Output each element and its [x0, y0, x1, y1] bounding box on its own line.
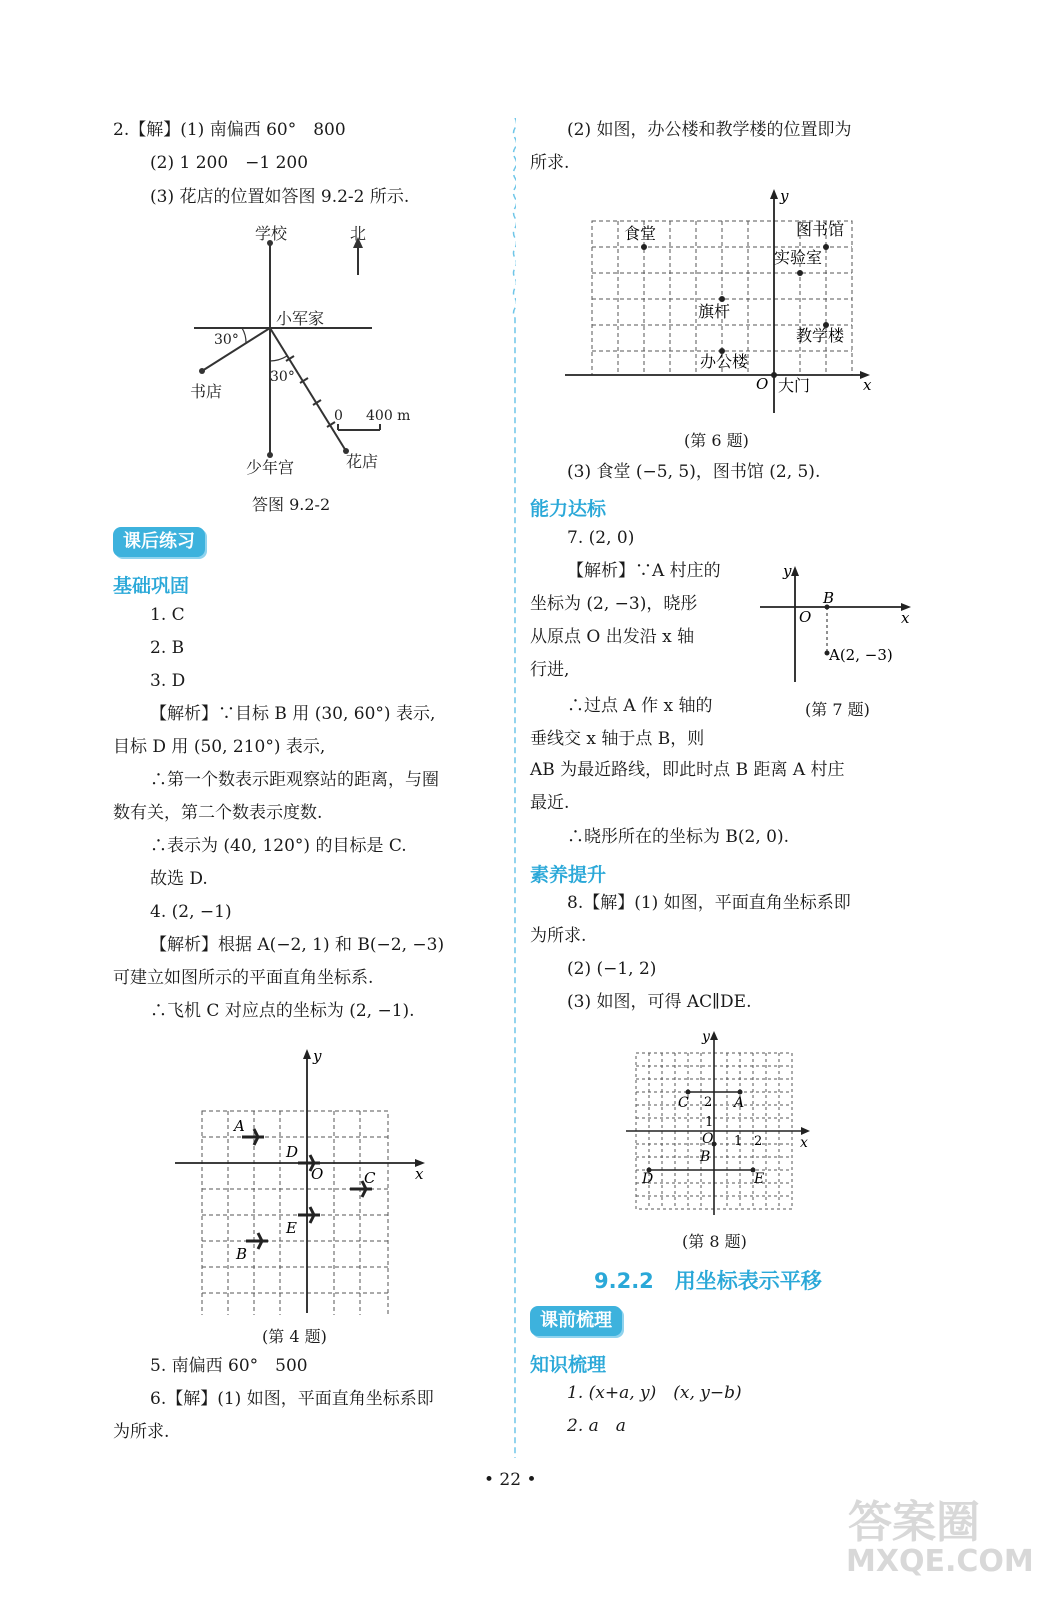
watermark-url: MXQE.COM: [846, 1544, 1034, 1579]
section-literacy: 素养提升: [530, 864, 607, 886]
answer-4: 4. (2, −1): [150, 902, 232, 922]
fig6-gate: 大门: [778, 376, 811, 395]
answer-8-line2: 为所求.: [530, 926, 587, 946]
caption-fig6: (第 6 题): [684, 431, 749, 450]
analysis-7-line1: 【解析】∵A 村庄的: [567, 561, 721, 581]
fig6-library: 图书馆: [796, 220, 845, 239]
q2-head: 2.【解】(1) 南偏西 60° 800: [113, 120, 346, 140]
answer-8-line3: (2) (−1, 2): [567, 959, 657, 979]
analysis-4-line1: 【解析】根据 A(−2, 1) 和 B(−2, −3): [150, 935, 445, 955]
fig8-D: D: [642, 1171, 654, 1187]
answer-8-line1: 8.【解】(1) 如图，平面直角坐标系即: [567, 893, 851, 913]
fig4-C: C: [364, 1169, 376, 1187]
fig7-y: y: [783, 562, 792, 580]
analysis-7-line6: 垂线交 x 轴于点 B，则: [530, 729, 705, 749]
answer-3: 3. D: [150, 671, 186, 691]
knowledge-1: 1. (x+a, y) (x, y−b): [567, 1383, 742, 1403]
section-ability: 能力达标: [530, 498, 607, 520]
r6-line1: (2) 如图，办公楼和教学楼的位置即为: [567, 120, 852, 140]
answer-8-line4: (3) 如图，可得 AC∥DE.: [567, 992, 752, 1012]
analysis-3-line3: ∴第一个数表示距观察站的距离，与圈: [150, 770, 439, 790]
label-angle1: 30°: [214, 332, 239, 348]
fig7-x: x: [901, 609, 910, 627]
column-divider: [512, 118, 516, 1458]
fig4-B: B: [236, 1245, 248, 1263]
analysis-3-line2: 目标 D 用 (50, 210°) 表示,: [113, 737, 326, 757]
fig8-E: E: [754, 1171, 765, 1187]
fig4-E: E: [286, 1219, 297, 1237]
fig8-ty1: 1: [705, 1115, 714, 1130]
watermark-logo: 答案圈: [848, 1497, 980, 1548]
fig4-O: O: [311, 1165, 324, 1183]
caption-fig7: (第 7 题): [805, 700, 870, 719]
answer-2: 2. B: [150, 638, 185, 658]
fig8-ty2: 2: [704, 1095, 713, 1110]
badge-before-class: 课前梳理: [530, 1306, 622, 1336]
fig8-C: C: [678, 1095, 689, 1111]
fig8-A: A: [734, 1095, 745, 1111]
fig8-y: y: [702, 1029, 710, 1045]
analysis-3-line5: ∴表示为 (40, 120°) 的目标是 C.: [150, 836, 407, 856]
answer-7: 7. (2, 0): [567, 528, 635, 548]
caption-fig4: (第 4 题): [262, 1327, 327, 1346]
analysis-3-line4: 数有关，第二个数表示度数.: [113, 803, 323, 823]
label-scale400: 400 m: [366, 408, 411, 424]
fig6-lab: 实验室: [774, 248, 823, 267]
analysis-7-line2: 坐标为 (2, −3)，晓彤: [530, 594, 698, 614]
fig6-flag: 旗杆: [698, 302, 731, 321]
answer-1: 1. C: [150, 605, 185, 625]
section-basic: 基础巩固: [113, 575, 190, 597]
fig4-A: A: [234, 1117, 245, 1135]
badge-after-class: 课后练习: [113, 527, 205, 557]
fig8-O: O: [702, 1131, 714, 1147]
fig7-A: A(2, −3): [829, 646, 893, 664]
analysis-7-line7: AB 为最近路线，即此时点 B 距离 A 村庄: [530, 760, 845, 780]
analysis-7-line5: ∴过点 A 作 x 轴的: [567, 696, 713, 716]
label-school: 学校: [255, 224, 288, 243]
fig6-teach: 教学楼: [796, 326, 845, 345]
label-north: 北: [350, 224, 367, 243]
fig6-y: y: [780, 187, 789, 205]
figure-6-grid: [560, 183, 890, 423]
answer-figure-9-2-2: [180, 215, 450, 505]
answer-5: 5. 南偏西 60° 500: [150, 1356, 308, 1376]
caption-9-2-2: 答图 9.2-2: [252, 495, 331, 514]
fig6-office: 办公楼: [700, 352, 749, 371]
fig8-t2: 2: [754, 1134, 763, 1149]
analysis-3-line6: 故选 D.: [150, 869, 208, 889]
fig4-x: x: [415, 1165, 424, 1183]
fig8-x: x: [800, 1135, 808, 1151]
fig6-O: O: [756, 375, 769, 393]
r6-line2: 所求.: [530, 153, 570, 173]
r6-line3: (3) 食堂 (−5, 5)，图书馆 (2, 5).: [567, 462, 821, 482]
fig7-O: O: [799, 608, 812, 626]
q2-part2: (2) 1 200 −1 200: [150, 153, 309, 173]
analysis-7-line8: 最近.: [530, 793, 570, 813]
figure-8-grid: [620, 1025, 820, 1220]
page-number: • 22 •: [484, 1470, 537, 1490]
fig8-t1: 1: [734, 1134, 743, 1149]
label-angle2: 30°: [270, 369, 295, 385]
section-knowledge: 知识梳理: [530, 1354, 607, 1376]
label-youth: 少年宫: [246, 458, 295, 477]
label-bookstore: 书店: [190, 382, 223, 401]
analysis-3-line1: 【解析】∵目标 B 用 (30, 60°) 表示,: [150, 704, 436, 724]
answer-6-line2: 为所求.: [113, 1422, 170, 1442]
analysis-4-line2: 可建立如图所示的平面直角坐标系.: [113, 968, 374, 988]
figure-4-grid: [170, 1045, 440, 1315]
label-home: 小军家: [276, 309, 325, 328]
section-title-9-2-2: 9.2.2 用坐标表示平移: [594, 1269, 822, 1293]
analysis-7-line4: 行进,: [530, 660, 570, 680]
fig7-B: B: [823, 589, 835, 607]
analysis-7-line3: 从原点 O 出发沿 x 轴: [530, 627, 695, 647]
answer-6-line1: 6.【解】(1) 如图，平面直角坐标系即: [150, 1389, 434, 1409]
fig6-x: x: [863, 376, 872, 394]
analysis-4-line3: ∴飞机 C 对应点的坐标为 (2, −1).: [150, 1001, 415, 1021]
analysis-7-line9: ∴晓彤所在的坐标为 B(2, 0).: [567, 827, 790, 847]
figure-7: [755, 560, 920, 685]
label-scale0: 0: [334, 408, 343, 424]
q2-part3: (3) 花店的位置如答图 9.2-2 所示.: [150, 187, 410, 207]
label-flower: 花店: [346, 452, 379, 471]
knowledge-2: 2. a a: [567, 1416, 626, 1436]
caption-fig8: (第 8 题): [682, 1232, 747, 1251]
fig4-y: y: [313, 1047, 322, 1065]
fig8-B: B: [700, 1149, 711, 1165]
fig6-canteen: 食堂: [624, 224, 657, 243]
fig4-D: D: [286, 1143, 299, 1161]
